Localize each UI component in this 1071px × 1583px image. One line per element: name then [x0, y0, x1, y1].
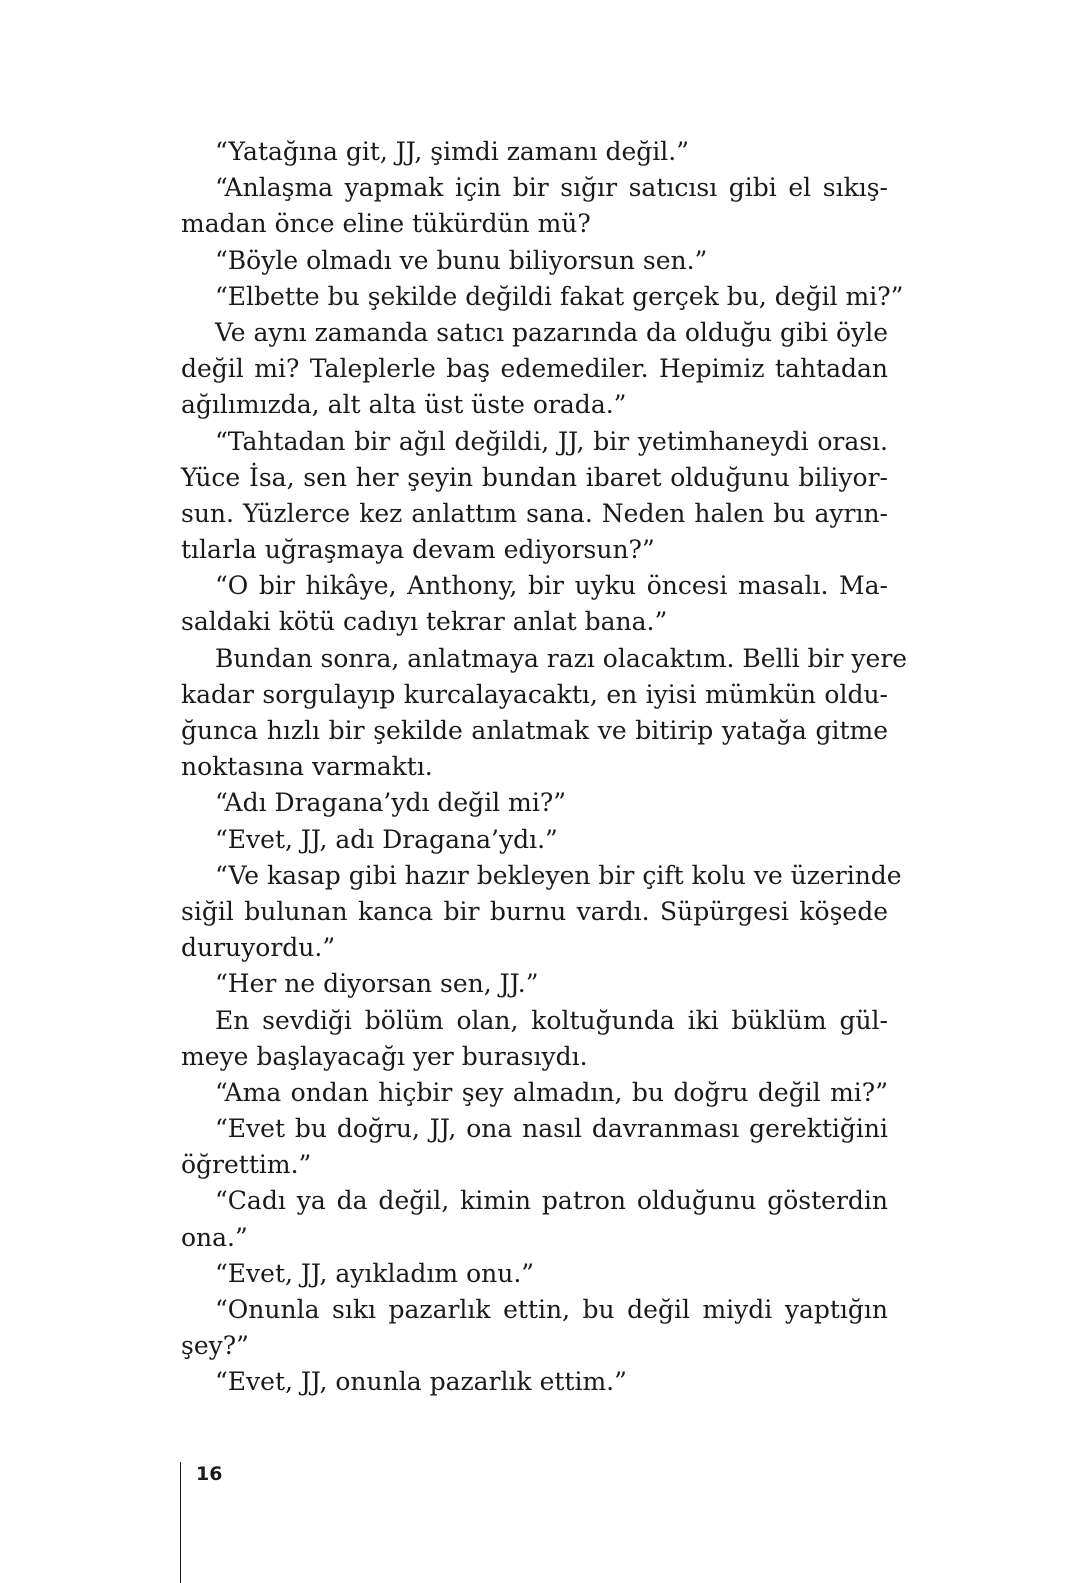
text-line: “Yatağına git, JJ, şimdi zamanı değil.” [215, 137, 689, 166]
text-line: öğrettim.” [181, 1150, 312, 1180]
footer-divider [180, 1462, 181, 1583]
text-line: Yüce İsa, sen her şeyin bundan ibaret olduğunu biliyor- [181, 462, 888, 492]
text-line: saldaki kötü cadıyı tekrar anlat bana.” [181, 607, 668, 637]
text-line: değil mi? Taleplerle baş edemediler. Hepimiz tahtadan [181, 354, 888, 384]
text-line: “Böyle olmadı ve bunu biliyorsun sen.” [215, 245, 708, 275]
text-line: tılarla uğraşmaya devam ediyorsun?” [181, 535, 655, 565]
text-line: şey?” [181, 1331, 249, 1361]
text-line: “Evet bu doğru, JJ, ona nasıl davranması gerektiğini [215, 1114, 888, 1144]
text-line: ağılımızda, alt alta üst üste orada.” [181, 390, 627, 420]
text-line: kadar sorgulayıp kurcalayacaktı, en iyisi mümkün oldu- [181, 679, 888, 709]
page-number: 16 [196, 1463, 223, 1485]
text-line: ğunca hızlı bir şekilde anlatmak ve bitirip yatağa gitme [181, 716, 888, 745]
text-line: “Her ne diyorsan sen, JJ.” [215, 969, 539, 999]
text-line: En sevdiği bölüm olan, koltuğunda iki büklüm gül- [215, 1005, 888, 1035]
text-line: “Evet, JJ, onunla pazarlık ettim.” [215, 1367, 627, 1397]
text-line: “Adı Dragana’ydı değil mi?” [215, 788, 567, 818]
text-line: noktasına varmaktı. [181, 752, 433, 782]
text-line: “Ve kasap gibi hazır bekleyen bir çift kolu ve üzerinde [215, 860, 902, 890]
text-line: madan önce eline tükürdün mü? [181, 209, 591, 239]
text-line: “Evet, JJ, ayıkladım onu.” [215, 1258, 535, 1288]
text-line: “Anlaşma yapmak için bir sığır satıcısı gibi el sıkış- [215, 173, 888, 203]
text-line: meye başlayacağı yer burasıydı. [181, 1041, 588, 1071]
text-line: “Tahtadan bir ağıl değildi, JJ, bir yetimhaneydi orası. [215, 426, 888, 456]
text-line: sun. Yüzlerce kez anlattım sana. Neden halen bu ayrın- [181, 498, 888, 528]
text-line: Ve aynı zamanda satıcı pazarında da olduğu gibi öyle [215, 317, 888, 347]
text-line: “Ama ondan hiçbir şey almadın, bu doğru değil mi?” [215, 1077, 888, 1107]
text-line: “Elbette bu şekilde değildi fakat gerçek bu, değil mi?” [215, 281, 904, 311]
text-line: siğil bulunan kanca bir burnu vardı. Süpürgesi köşede [181, 896, 888, 926]
text-line: duruyordu.” [181, 933, 336, 963]
text-line: Bundan sonra, anlatmaya razı olacaktım. Belli bir yere [215, 643, 908, 673]
text-line: “O bir hikâye, Anthony, bir uyku öncesi masalı. Ma- [215, 571, 888, 601]
text-line: “Onunla sıkı pazarlık ettin, bu değil miydi yaptığın [215, 1295, 888, 1324]
text-line: “Evet, JJ, adı Dragana’ydı.” [215, 824, 558, 854]
text-line: “Cadı ya da değil, kimin patron olduğunu gösterdin [215, 1186, 888, 1216]
text-line: ona.” [181, 1222, 248, 1252]
body-text [181, 134, 908, 1401]
